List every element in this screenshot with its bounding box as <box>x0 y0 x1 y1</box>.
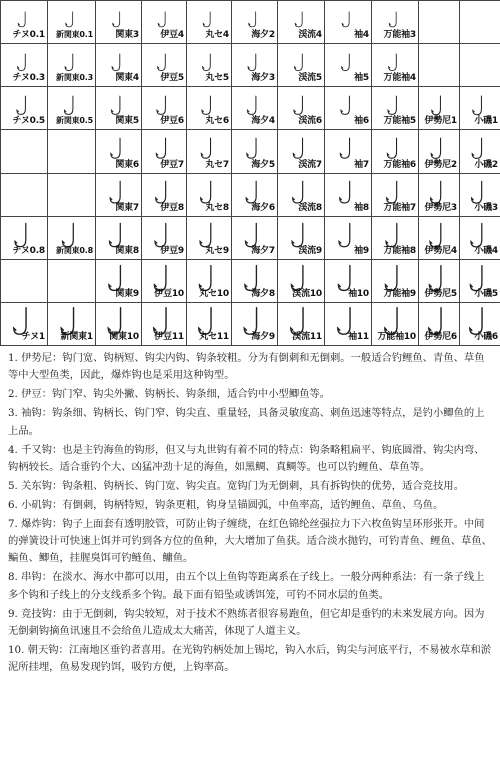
hook-size-label: 渓流10 <box>292 288 322 299</box>
hook-cell <box>419 44 500 87</box>
hook-cell <box>419 174 460 216</box>
hook-size-label: 万能袖3 <box>383 30 416 41</box>
hook-size-label: 渓流4 <box>298 30 322 41</box>
hook-size-label: 渓流6 <box>298 116 322 127</box>
hook-cell <box>1 44 48 87</box>
hook-cell <box>96 260 142 303</box>
hook-size-label: 伊豆8 <box>160 202 184 213</box>
hook-size-label: 万能袖5 <box>383 116 416 127</box>
hook-cell <box>372 130 419 173</box>
hook-cell <box>187 303 232 346</box>
hook-size-label: 袖10 <box>348 288 369 299</box>
hook-cell <box>232 44 278 87</box>
hook-size-label: 新関東1 <box>60 332 93 342</box>
hook-cell <box>96 1 142 44</box>
hook-cell <box>142 130 187 173</box>
hook-cell <box>372 260 419 303</box>
hook-size-label: 新関東0.5 <box>56 116 93 126</box>
hook-cell <box>278 87 325 130</box>
note-item: 9. 竞技钩：由于无倒刺，钩尖较短，对于技术不熟练者很容易跑鱼，但它却是垂钓的未来发展方向。因为无倒刺钩摘鱼讯速且不会给鱼儿造成太大痛苦，体现了人道主义。 <box>8 607 485 638</box>
hook-size-label: 袖9 <box>354 245 369 256</box>
hook-cell <box>278 44 325 87</box>
hook-cell <box>142 260 187 303</box>
hook-size-label: 新関東0.8 <box>56 245 93 255</box>
hook-size-label: 伊勢尼2 <box>424 159 457 170</box>
hook-size-label: 渓流8 <box>298 202 322 213</box>
hook-cell <box>232 217 278 260</box>
hook-size-label: 袖7 <box>354 159 369 170</box>
hook-cell <box>232 87 278 130</box>
hook-size-label: 小磯3 <box>474 202 498 213</box>
hook-size-label: 海夕7 <box>251 245 275 256</box>
hook-size-label: 渓流5 <box>298 73 322 84</box>
hook-cell <box>325 87 372 130</box>
hook-cell <box>187 174 232 217</box>
hook-cell <box>48 1 96 44</box>
hook-cell <box>187 87 232 130</box>
hook-cell <box>419 130 500 173</box>
hook-size-label: 海夕6 <box>251 202 275 213</box>
hook-cell <box>1 87 48 130</box>
hook-cell <box>419 260 460 302</box>
hook-size-label: 関東7 <box>115 202 139 213</box>
hook-cell <box>1 303 48 346</box>
note-item: 7. 爆炸钩：钩子上面套有透明胶管，可防止钩子缠绕，在红色锦纶丝强拉力下六枚鱼钩呈环形张开。中间的弹簧设计可快速上饵并可钓到各方位的鱼种，大大增加了鱼获。适合淡水抛钓，可钓青鱼、鲤鱼、草鱼、鳊鱼、鲫鱼，挂腥臭饵可钓鲢鱼、鳙鱼。 <box>8 517 492 565</box>
hook-size-label: 小磯4 <box>474 245 498 256</box>
hook-cell <box>278 260 325 303</box>
hook-cell <box>278 217 325 260</box>
hook-size-label: 万能袖7 <box>383 202 416 213</box>
hook-size-label: 丸セ5 <box>205 73 229 84</box>
hook-size-label: 海夕4 <box>251 116 275 127</box>
hook-cell <box>460 44 500 86</box>
hook-cell <box>372 217 419 260</box>
note-item: 8. 串钩：在淡水、海水中都可以用，由五个以上鱼钩等距离系在子线上。一般分两种系法：有一条子线上多个钩和子线上的分支线系多个钩。最下面有铅坠或诱饵笼，可钓不同水层的鱼类。 <box>8 571 485 601</box>
hook-cell <box>419 217 500 260</box>
hook-cell <box>372 1 419 44</box>
hook-size-label: チヌ0.8 <box>12 245 45 256</box>
hook-cell <box>460 1 500 43</box>
hook-size-label: 袖4 <box>354 30 369 41</box>
hook-cell <box>187 1 232 44</box>
hook-cell <box>278 1 325 44</box>
hook-cell <box>187 217 232 260</box>
hook-size-label: 伊勢尼1 <box>424 116 457 127</box>
note-item: 2. 伊豆：钩门窄、钩尖外撇、钩柄长、钩条细，适合钓中小型鲫鱼等。 <box>8 388 331 401</box>
hook-size-label: 渓流7 <box>298 159 322 170</box>
hook-cell <box>48 303 96 346</box>
hook-size-label: 袖6 <box>354 116 369 127</box>
hook-size-label: 新関東0.3 <box>56 73 93 83</box>
hook-size-label: チヌ1 <box>21 332 45 342</box>
hook-cell <box>1 217 48 260</box>
hook-cell <box>48 217 96 260</box>
hook-size-label: 関東5 <box>115 116 139 127</box>
note-item: 5. 关东钩：钩条粗、钩柄长、钩门宽、钩尖直。宽钩门为无倒刺，具有拆钩快的优势，适合竞技用。 <box>8 479 464 492</box>
hook-size-label: 伊豆7 <box>160 159 184 170</box>
hook-cell <box>419 130 460 172</box>
hook-grid <box>0 0 500 346</box>
hook-cell <box>419 260 500 303</box>
hook-cell <box>419 44 460 86</box>
hook-size-label: 海夕9 <box>251 332 275 342</box>
hook-notes <box>8 350 494 769</box>
hook-size-label: 関東8 <box>115 245 139 256</box>
hook-cell <box>372 174 419 217</box>
hook-size-label: 伊豆5 <box>160 73 184 84</box>
hook-size-label: 袖8 <box>354 202 369 213</box>
hook-cell <box>325 44 372 87</box>
hook-size-label: 渓流11 <box>292 332 322 342</box>
hook-cell <box>1 260 48 303</box>
hook-size-label: 袖5 <box>354 73 369 84</box>
hook-cell <box>460 260 500 302</box>
hook-size-label: 海夕3 <box>251 73 275 84</box>
hook-size-chart <box>0 0 500 346</box>
hook-size-label: 丸セ7 <box>205 159 229 170</box>
hook-cell <box>460 87 500 129</box>
hook-cell <box>325 303 372 346</box>
note-item: 10. 朝天钩：江南地区垂钓者喜用。在光钩钓柄处加上锡坨，钩入水后，钩尖与河底平行，不易被水草和淤泥所挂埋，鱼易发现钓饵，吸钓方便，上钩率高。 <box>8 644 492 674</box>
hook-cell <box>96 44 142 87</box>
hook-cell <box>325 174 372 217</box>
hook-cell <box>372 87 419 130</box>
hook-cell <box>48 260 96 303</box>
hook-size-label: 袖11 <box>348 332 369 342</box>
hook-cell <box>1 130 48 173</box>
hook-cell <box>232 260 278 303</box>
hook-cell <box>325 217 372 260</box>
hook-size-label: 海夕8 <box>251 288 275 299</box>
hook-cell <box>372 44 419 87</box>
hook-cell <box>278 174 325 217</box>
hook-cell <box>278 303 325 346</box>
hook-cell <box>48 44 96 87</box>
hook-size-label: 丸セ4 <box>205 30 229 41</box>
hook-size-label: 万能袖4 <box>383 73 416 84</box>
hook-cell <box>372 303 419 346</box>
hook-cell <box>325 260 372 303</box>
hook-cell <box>419 303 460 345</box>
hook-cell <box>419 87 500 130</box>
hook-size-label: 万能袖9 <box>383 288 416 299</box>
hook-size-label: チヌ0.5 <box>12 116 45 127</box>
hook-size-label: 伊勢尼3 <box>424 202 457 213</box>
hook-cell <box>460 217 500 259</box>
hook-size-label: 関東10 <box>109 332 139 342</box>
note-item: 1. 伊势尼：钩门宽、钩柄短、钩尖内钩、钩条较粗。分为有倒刺和无倒刺。一般适合钓鲤鱼、青鱼、草鱼等中大型鱼类，因此，爆炸钩也是采用这种钩型。 <box>8 352 485 382</box>
hook-size-label: 渓流9 <box>298 245 322 256</box>
hook-cell <box>96 130 142 173</box>
hook-cell <box>96 174 142 217</box>
hook-size-label: 丸セ11 <box>199 332 229 342</box>
hook-cell <box>96 87 142 130</box>
hook-size-label: 関東9 <box>115 288 139 299</box>
hook-size-label: 海夕5 <box>251 159 275 170</box>
hook-size-label: 伊豆10 <box>154 288 184 299</box>
hook-size-label: 小磯2 <box>474 159 498 170</box>
hook-size-label: 関東4 <box>115 73 139 84</box>
hook-cell <box>48 87 96 130</box>
hook-cell <box>232 303 278 346</box>
hook-cell <box>187 130 232 173</box>
hook-cell <box>1 1 48 44</box>
hook-cell <box>419 1 500 44</box>
hook-size-label: 伊勢尼6 <box>424 332 457 342</box>
hook-size-label: 万能袖6 <box>383 159 416 170</box>
hook-size-label: 伊豆4 <box>160 30 184 41</box>
hook-size-label: 丸セ9 <box>205 245 229 256</box>
hook-cell <box>142 1 187 44</box>
hook-size-label: 関東3 <box>115 30 139 41</box>
hook-size-label: 伊豆9 <box>160 245 184 256</box>
hook-cell <box>325 1 372 44</box>
hook-cell <box>142 87 187 130</box>
hook-size-label: 伊勢尼5 <box>424 288 457 299</box>
hook-cell <box>419 217 460 259</box>
hook-cell <box>142 217 187 260</box>
hook-cell <box>187 44 232 87</box>
hook-size-label: 伊豆11 <box>154 332 184 342</box>
hook-size-label: 丸セ10 <box>199 288 229 299</box>
hook-cell <box>232 1 278 44</box>
note-item: 4. 千又钩：也是主钓海鱼的钩形，但又与丸世钩有着不同的特点：钩条略粗扁平、钩底圆滑、钩尖内弯、钩柄较长。适合垂钓个大、凶猛冲劲十足的海鱼，如黑鲷、真鲷等。也可以钓鲤鱼、草鱼等。 <box>8 443 485 473</box>
hook-cell <box>278 130 325 173</box>
hook-cell <box>460 303 500 345</box>
hook-cell <box>325 130 372 173</box>
hook-cell <box>142 44 187 87</box>
hook-size-label: 小磯6 <box>474 332 498 342</box>
hook-cell <box>419 87 460 129</box>
hook-size-label: 関東6 <box>115 159 139 170</box>
note-item: 3. 袖钩：钩条细、钩柄长、钩门窄、钩尖直、重量轻，具备灵敏度高、刺鱼迅速等特点，是钓小鲫鱼的上上品。 <box>8 407 485 437</box>
hook-size-label: 万能袖8 <box>383 245 416 256</box>
hook-cell <box>232 130 278 173</box>
hook-size-label: 丸セ6 <box>205 116 229 127</box>
hook-size-label: 伊豆6 <box>160 116 184 127</box>
note-item: 6. 小矶钩：有倒刺，钩柄特短，钩条更粗，钩身呈锚圆弧，中鱼率高，适钓鲤鱼、草鱼、乌鱼。 <box>8 498 444 511</box>
hook-size-label: 伊勢尼4 <box>424 245 457 256</box>
hook-cell <box>460 174 500 216</box>
hook-cell <box>187 260 232 303</box>
hook-cell <box>142 174 187 217</box>
hook-cell <box>419 303 500 346</box>
hook-cell <box>96 217 142 260</box>
hook-cell <box>1 174 48 217</box>
hook-size-label: チヌ0.3 <box>12 73 45 84</box>
hook-size-label: チヌ0.1 <box>12 30 45 41</box>
hook-size-label: 小磯1 <box>474 116 498 127</box>
hook-size-label: 小磯5 <box>474 288 498 299</box>
hook-cell <box>96 303 142 346</box>
hook-cell <box>48 130 96 173</box>
hook-size-label: 新関東0.1 <box>56 30 93 40</box>
hook-size-label: 丸セ8 <box>205 202 229 213</box>
hook-cell <box>48 174 96 217</box>
hook-cell <box>460 130 500 172</box>
hook-cell <box>419 174 500 217</box>
hook-size-label: 万能袖10 <box>377 332 416 342</box>
hook-cell <box>419 1 460 43</box>
hook-cell <box>142 303 187 346</box>
hook-cell <box>232 174 278 217</box>
hook-size-label: 海夕2 <box>251 30 275 41</box>
